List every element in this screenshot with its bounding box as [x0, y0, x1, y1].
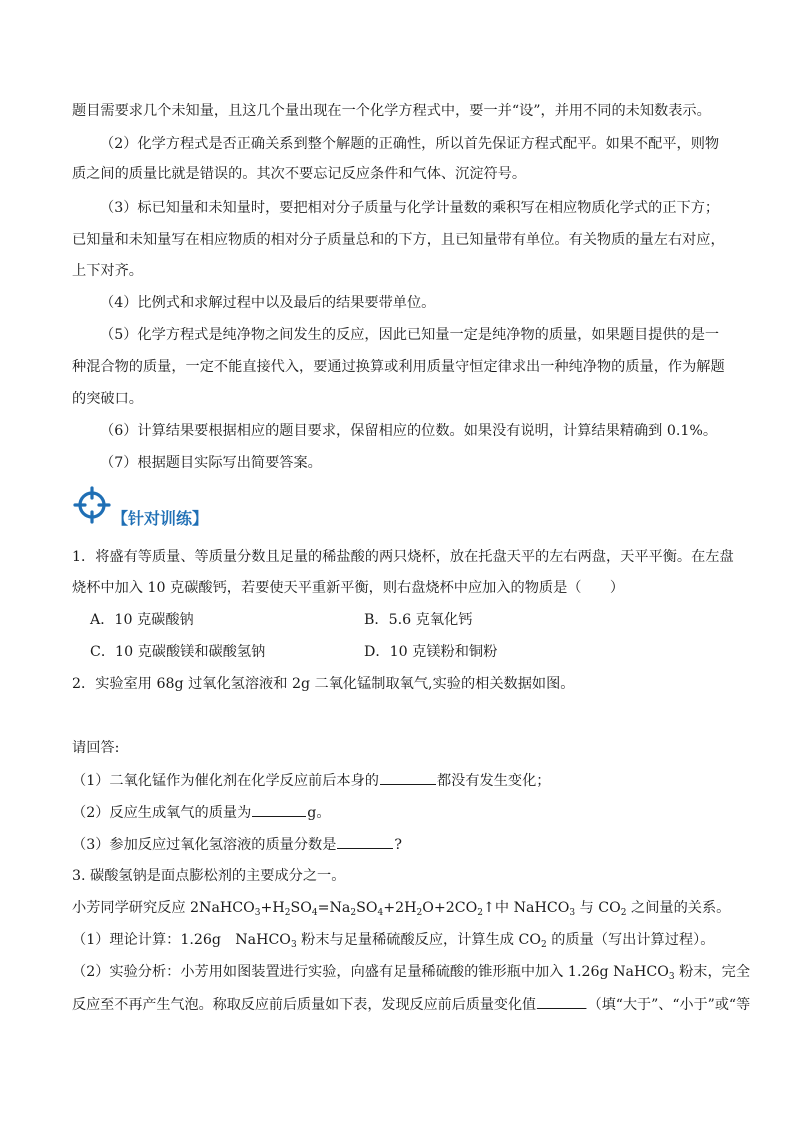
paragraph-line: （7）根据题目实际写出简要答案。 — [100, 455, 322, 471]
sub-1-text: （1）二氧化锰作为催化剂在化学反应前后本身的 — [72, 773, 379, 789]
paragraph-line: （2）化学方程式是否正确关系到整个解题的正确性，所以首先保证方程式配平。如果不配平，则物 — [100, 136, 720, 152]
question-1-line-2: 烧杯中加入 10 克碳酸钙，若要使天平重新平衡，则右盘烧杯中应加入的物质是（ ） — [72, 580, 625, 596]
reaction-text: SO — [290, 900, 312, 916]
answer-blank[interactable] — [537, 994, 587, 1009]
subscript: 2 — [416, 908, 423, 918]
crosshair-target-icon — [72, 484, 112, 524]
reaction-text: 与 CO — [575, 900, 621, 916]
reaction-text: =Na — [317, 900, 351, 916]
answer-blank[interactable] — [252, 802, 306, 817]
paragraph-line: 上下对齐。 — [72, 263, 143, 279]
paragraph-line: （5）化学方程式是纯净物之间发生的反应，因此已知量一定是纯净物的质量，如果题目提供的是一 — [100, 327, 720, 343]
paragraph-line: （6）计算结果要根据相应的题目要求，保留相应的位数。如果没有说明，计算结果精确到 0.1%。 — [100, 423, 718, 439]
answer-blank[interactable] — [337, 834, 393, 849]
answer-blank[interactable] — [380, 770, 436, 785]
question-2-sub-2 — [72, 802, 331, 823]
subscript: 2 — [541, 940, 547, 950]
sub-1-text: （1）理论计算：1.26g NaHCO — [72, 932, 291, 948]
paragraph-line: （4）比例式和求解过程中以及最后的结果要带单位。 — [100, 295, 436, 311]
question-3-sub-1 — [72, 930, 714, 950]
sub-2-text: 反应至不再产生气泡。称取反应前后质量如下表，发现反应前后质量变化值 — [72, 997, 537, 1013]
reaction-text: SO — [356, 900, 378, 916]
sub-2-text: （2）实验分析：小芳用如图装置进行实验，向盛有足量稀硫酸的锥形瓶中加入 1.26g NaHCO — [72, 964, 669, 980]
sub-1-text: 粉末与足量稀硫酸反应，计算生成 CO — [296, 932, 541, 948]
sub-2-text: （填“大于”、“小于”或“等 — [587, 997, 751, 1013]
sub-1-text: 的质量（写出计算过程）。 — [546, 932, 715, 948]
subscript: 4 — [377, 908, 384, 918]
option-b: B．5.6 克氧化钙 — [364, 612, 473, 628]
subscript: 2 — [620, 908, 627, 918]
paragraph-line: 已知量和未知量写在相应物质的相对分子质量总和的下方，且已知量带有单位。有关物质的量左右对应， — [72, 232, 725, 248]
question-2-sub-1 — [72, 770, 550, 791]
question-2-stem: 2．实验室用 68g 过氧化氢溶液和 2g 二氧化锰制取氧气,实验的相关数据如图。 — [72, 676, 575, 692]
question-3-stem: 3. 碳酸氢钠是面点膨松剂的主要成分之一。 — [72, 868, 346, 884]
sub-3-text: （3）参加反应过氧化氢溶液的质量分数是 — [72, 837, 337, 853]
subscript: 2 — [284, 908, 291, 918]
paragraph-line: 质之间的质量比就是错误的。其次不要忘记反应条件和气体、沉淀符号。 — [72, 166, 527, 182]
question-3-sub-2 — [72, 962, 750, 982]
paragraph-line: 题目需要求几个未知量，且这几个量出现在一个化学方程式中，要一并“设”，并用不同的未知数表示。 — [72, 103, 711, 119]
reaction-text: +H — [260, 900, 285, 916]
paragraph-line: （3）标已知量和未知量时，要把相对分子质量与化学计量数的乘积写在相应物质化学式的正下方； — [100, 200, 720, 216]
sub-2-text: （2）反应生成氧气的质量为 — [72, 805, 252, 821]
reaction-text: ↑中 NaHCO — [483, 900, 570, 916]
sub-2-text-end: g。 — [307, 805, 331, 821]
subscript: 3 — [668, 972, 675, 982]
paragraph-line: 的突破口。 — [72, 391, 143, 407]
subscript: 2 — [350, 908, 357, 918]
subscript: 4 — [311, 908, 318, 918]
sub-3-text-end: ? — [394, 837, 403, 853]
paragraph-line: 种混合物的质量，一定不能直接代入，要通过换算或利用质量守恒定律求出一种纯净物的质量，作为解题 — [72, 359, 725, 375]
question-3-sub-2-line-2 — [72, 994, 750, 1015]
subscript: 2 — [477, 908, 484, 918]
question-1-line-1: 1．将盛有等质量、等质量分数且足量的稀盐酸的两只烧杯，放在托盘天平的左右两盘，天平平衡。在左盘 — [72, 549, 734, 565]
option-c: C．10 克碳酸镁和碳酸氢钠 — [90, 644, 266, 660]
sub-2-text: 粉末，完全 — [674, 964, 751, 980]
reaction-text: +2H — [383, 900, 417, 916]
option-a: A．10 克碳酸钠 — [90, 612, 194, 628]
subscript: 3 — [569, 908, 576, 918]
subscript: 3 — [290, 940, 297, 950]
subscript: 3 — [254, 908, 261, 918]
sub-1-text-end: 都没有发生变化； — [436, 773, 551, 789]
reaction-text: 之间量的关系。 — [626, 900, 731, 916]
reaction-text: 小芳同学研究反应 2NaHCO — [72, 900, 255, 916]
reaction-text: O+2CO — [422, 900, 478, 916]
question-2-prompt: 请回答: — [72, 740, 120, 756]
question-3-reaction-line — [72, 898, 730, 918]
section-heading: 【针对训练】 — [112, 509, 209, 528]
option-d: D．10 克镁粉和铜粉 — [364, 644, 498, 660]
question-2-sub-3 — [72, 834, 402, 855]
